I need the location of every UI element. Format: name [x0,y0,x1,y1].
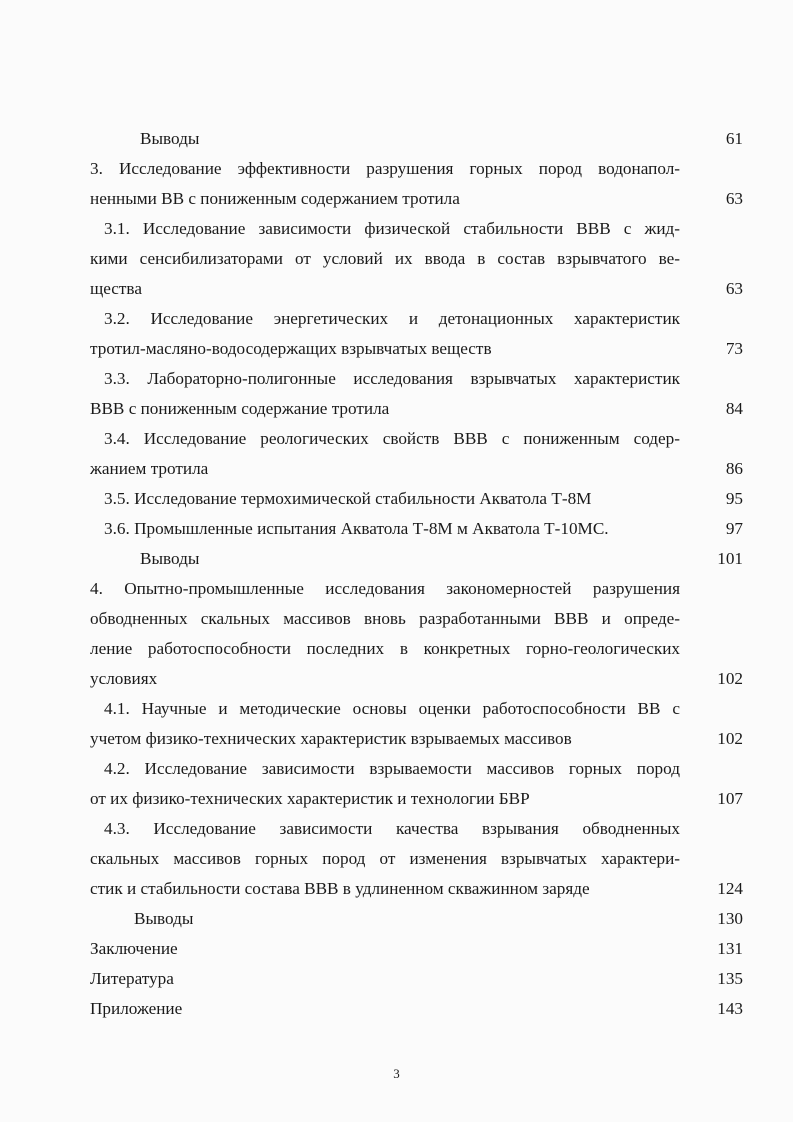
toc-line: Приложение [90,999,183,1018]
toc-line: щества [90,279,142,298]
toc-line: 4.3. Исследование зависимости качества взрывания обводненных [104,819,680,838]
toc-line: стик и стабильности состава ВВВ в удлиненном скважинном заряде [90,879,590,898]
toc-line: обводненных скальных массивов вновь разработанными ВВВ и опреде- [90,609,680,628]
toc-page-number: 124 [717,879,743,898]
toc-line: 4.2. Исследование зависимости взрываемости массивов горных пород [104,759,680,778]
toc-line: 3.5. Исследование термохимической стабильности Акватола Т-8М [104,489,592,508]
toc-page-number: 135 [717,969,743,988]
toc-line: Литература [90,969,174,988]
toc-line: Выводы [140,129,200,148]
toc-line: 3. Исследование эффективности разрушения горных пород водонапол- [90,159,680,178]
toc-page-number: 84 [725,399,743,418]
toc-page-number: 86 [725,459,743,478]
toc-page-number: 97 [725,519,743,538]
toc-line: жанием тротила [90,459,209,478]
toc-page-number: 102 [717,669,743,688]
toc-line: 3.2. Исследование энергетических и детонационных характеристик [104,309,680,328]
toc-page-number: 143 [717,999,743,1018]
toc-line: Выводы [134,909,194,928]
toc-page-number: 73 [725,339,743,358]
toc-page-number: 131 [717,939,743,958]
toc-line: ненными ВВ с пониженным содержанием тротила [90,189,460,208]
toc-line: от их физико-технических характеристик и технологии БВР [90,789,530,808]
toc-page-number: 107 [717,789,743,808]
toc-page-number: 102 [717,729,743,748]
toc-line: учетом физико-технических характеристик взрываемых массивов [90,729,572,748]
toc-page-number: 95 [725,489,743,508]
toc-line: скальных массивов горных пород от изменения взрывчатых характери- [90,849,680,868]
toc-line: Выводы [140,549,200,568]
toc-line: 3.3. Лабораторно-полигонные исследования взрывчатых характеристик [104,369,680,388]
page-number: 3 [393,1066,400,1081]
toc-line: 3.1. Исследование зависимости физической стабильности ВВВ с жид- [104,219,680,238]
toc-page-number: 63 [725,279,743,298]
toc-line: 3.4. Исследование реологических свойств ВВВ с пониженным содер- [104,429,680,448]
toc-page-number: 101 [717,549,743,568]
toc-line: 4. Опытно-промышленные исследования закономерностей разрушения [90,579,680,598]
toc-page-number: 63 [725,189,743,208]
toc-page-number: 130 [717,909,743,928]
toc-line: ление работоспособности последних в конкретных горно-геологических [90,639,680,658]
toc-page-number: 61 [725,129,743,148]
toc-line: Заключение [90,939,178,958]
toc-line: кими сенсибилизаторами от условий их ввода в состав взрывчатого ве- [90,249,680,268]
toc-line: условиях [90,669,158,688]
toc-line: тротил-масляно-водосодержащих взрывчатых веществ [90,339,492,358]
toc-line: ВВВ с пониженным содержание тротила [90,399,390,418]
toc-line: 3.6. Промышленные испытания Акватола Т-8М м Акватола Т-10МС. [104,519,609,538]
toc-line: 4.1. Научные и методические основы оценки работоспособности ВВ с [104,699,680,718]
